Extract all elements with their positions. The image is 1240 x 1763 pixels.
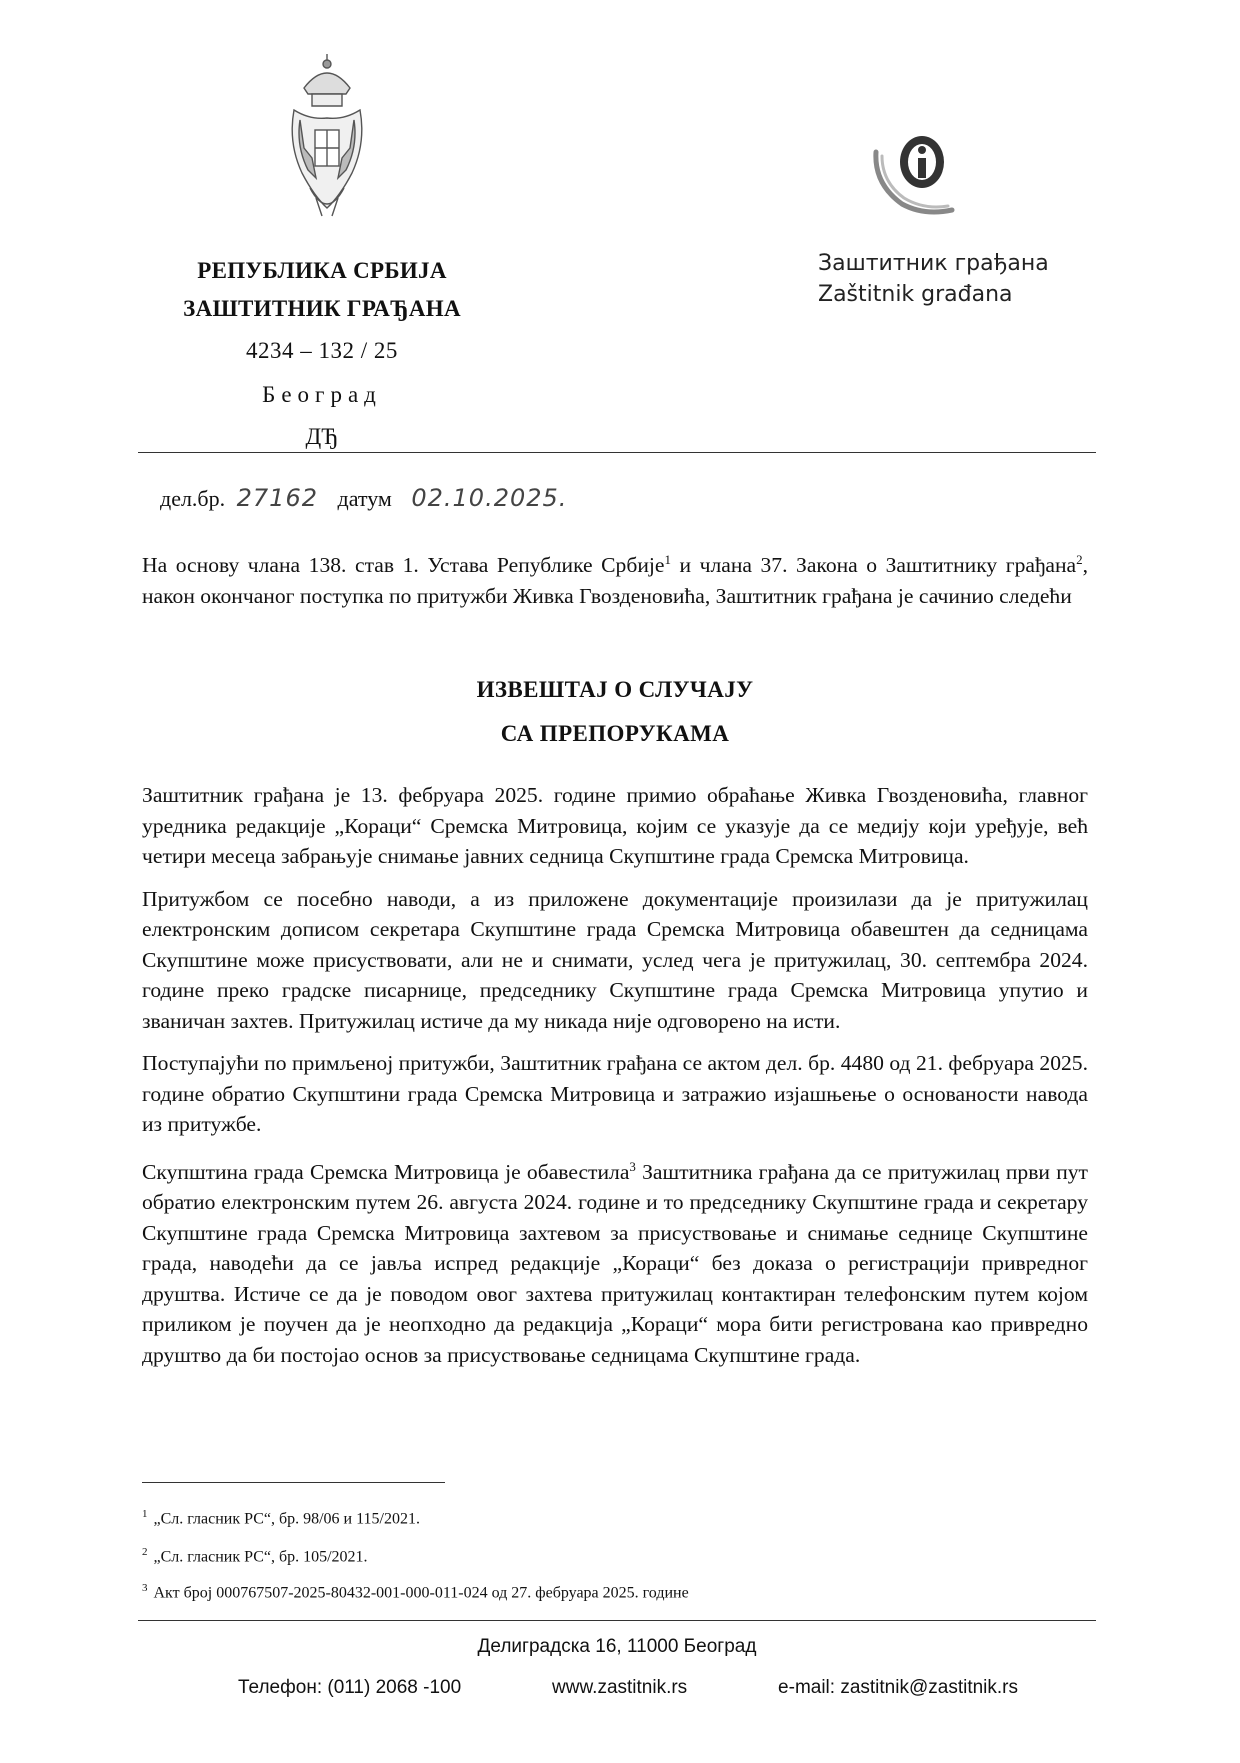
delbr-value: 27162 (236, 484, 318, 512)
ombudsman-logo-icon (868, 112, 968, 222)
logo-name-latin: Zaštitnik građana (818, 282, 1013, 307)
footnote-divider (142, 1482, 445, 1483)
footnote-text: Акт број 000767507-2025-80432-001-000-011-024 од 27. фебруара 2025. године (153, 1584, 689, 1602)
footer-divider (138, 1620, 1096, 1621)
footer-website[interactable]: www.zastitnik.rs (552, 1677, 688, 1698)
institution-name: ЗАШТИТНИК ГРАЂАНА (183, 296, 461, 321)
paragraph-4 (142, 1152, 1088, 1371)
footnote-text: „Сл. гласник РС“, бр. 105/2021. (153, 1548, 368, 1566)
report-title-line2: СА ПРЕПОРУКАМА (500, 721, 730, 746)
header-divider (138, 452, 1096, 453)
paragraph-4-a: Скупштина града Сремска Митровица је обавестила (142, 1159, 630, 1184)
footnote-ref-2: 2 (1076, 552, 1083, 567)
delbr-label: дел.бр. (160, 486, 226, 511)
footer-phone: Телефон: (011) 2068 -100 (238, 1677, 462, 1698)
intro-text-c: , након окончаног поступка по притужби Живка Гвозденовића, Заштитник грађана је сачинио следећи (142, 553, 1088, 608)
footnote-1 (142, 1508, 420, 1528)
footnote-text: „Сл. гласник РС“, бр. 98/06 и 115/2021. (153, 1510, 420, 1528)
report-body (142, 780, 1088, 1382)
institution-header (120, 252, 524, 458)
paragraph-2: Притужбом се посебно наводи, а из приложене документације произилази да је притужилац електронским дописом секретара Скупштине града Сремска Митровица обавештен да седницама Скупштине може присуствовати, али не и снимати, услед чега је притужилац, 30. септембра 2024. године преко градске писарнице, председнику Скупштине града Сремска Митровица упутио и званичан захтев. Притужилац истиче да му никада није одговорено на исти. (142, 886, 1088, 1033)
author-initials: ДЂ (305, 424, 339, 449)
paragraph-3: Поступајући по примљеној притужби, Заштитник грађана се актом дел. бр. 4480 од 21. фебруара 2025. године обратио Скупштини града Сремска Митровица и затражио изјашњење о основаности навода из притужбе. (142, 1051, 1088, 1136)
case-number: 4234 – 132 / 25 (246, 338, 398, 363)
paragraph-4-b: Заштитника грађана да се притужилац први пут обратио електронским путем 26. августа 2024. године и то председнику Скупштине града и секретару Скупштине града Сремска Митровица захтевом за присуствовање и снимање седнице Скупштине града, наводећи да се јавља испред редакције „Кораци“ без доказа о регистрацији привредног друштва. Истиче се да је поводом овог захтева притужилац контактиран телефонским путем којом приликом је поучен да је неопходно да редакција „Кораци“ мора бити регистрована као привредно друштво да би постојао основ за присуствовање седницама Скупштине града. (142, 1159, 1088, 1367)
date-value: 02.10.2025. (411, 484, 568, 512)
country-name: РЕПУБЛИКА СРБИЈА (197, 258, 447, 283)
footnote-3 (142, 1582, 689, 1602)
footer-address: Делиградска 16, 11000 Београд (477, 1636, 757, 1657)
intro-text-a: На основу члана 138. став 1. Устава Републике Србије (142, 553, 665, 578)
footnote-2 (142, 1546, 368, 1566)
footnote-num: 3 (142, 1582, 148, 1594)
footnote-num: 2 (142, 1546, 148, 1558)
logo-caption (818, 248, 1078, 310)
intro-text-b: и члана 37. Закона о Заштитнику грађана (670, 553, 1077, 578)
coat-of-arms-icon (282, 48, 372, 228)
city-name: Београд (262, 382, 382, 407)
date-label: датум (337, 486, 392, 511)
registry-line (160, 484, 567, 512)
intro-paragraph (142, 545, 1088, 623)
footnote-ref-3: 3 (629, 1158, 636, 1174)
footnote-ref-1: 1 (664, 552, 671, 567)
footer-email[interactable]: e-mail: zastitnik@zastitnik.rs (778, 1677, 1018, 1698)
logo-name-cyrillic: Заштитник грађана (818, 251, 1049, 276)
footer-contacts (238, 1677, 1018, 1699)
report-title-line1: ИЗВЕШТАЈ О СЛУЧАЈУ (476, 677, 754, 702)
footnote-num: 1 (142, 1508, 148, 1520)
report-title (142, 668, 1088, 756)
paragraph-1: Заштитник грађана је 13. фебруара 2025. године примио обраћање Живка Гвозденовића, главног уредника редакције „Кораци“ Сремска Митровица, којим се указује да се медију који уређује, већ четири месеца забрањује снимање јавних седница Скупштине града Сремска Митровица. (142, 783, 1088, 868)
